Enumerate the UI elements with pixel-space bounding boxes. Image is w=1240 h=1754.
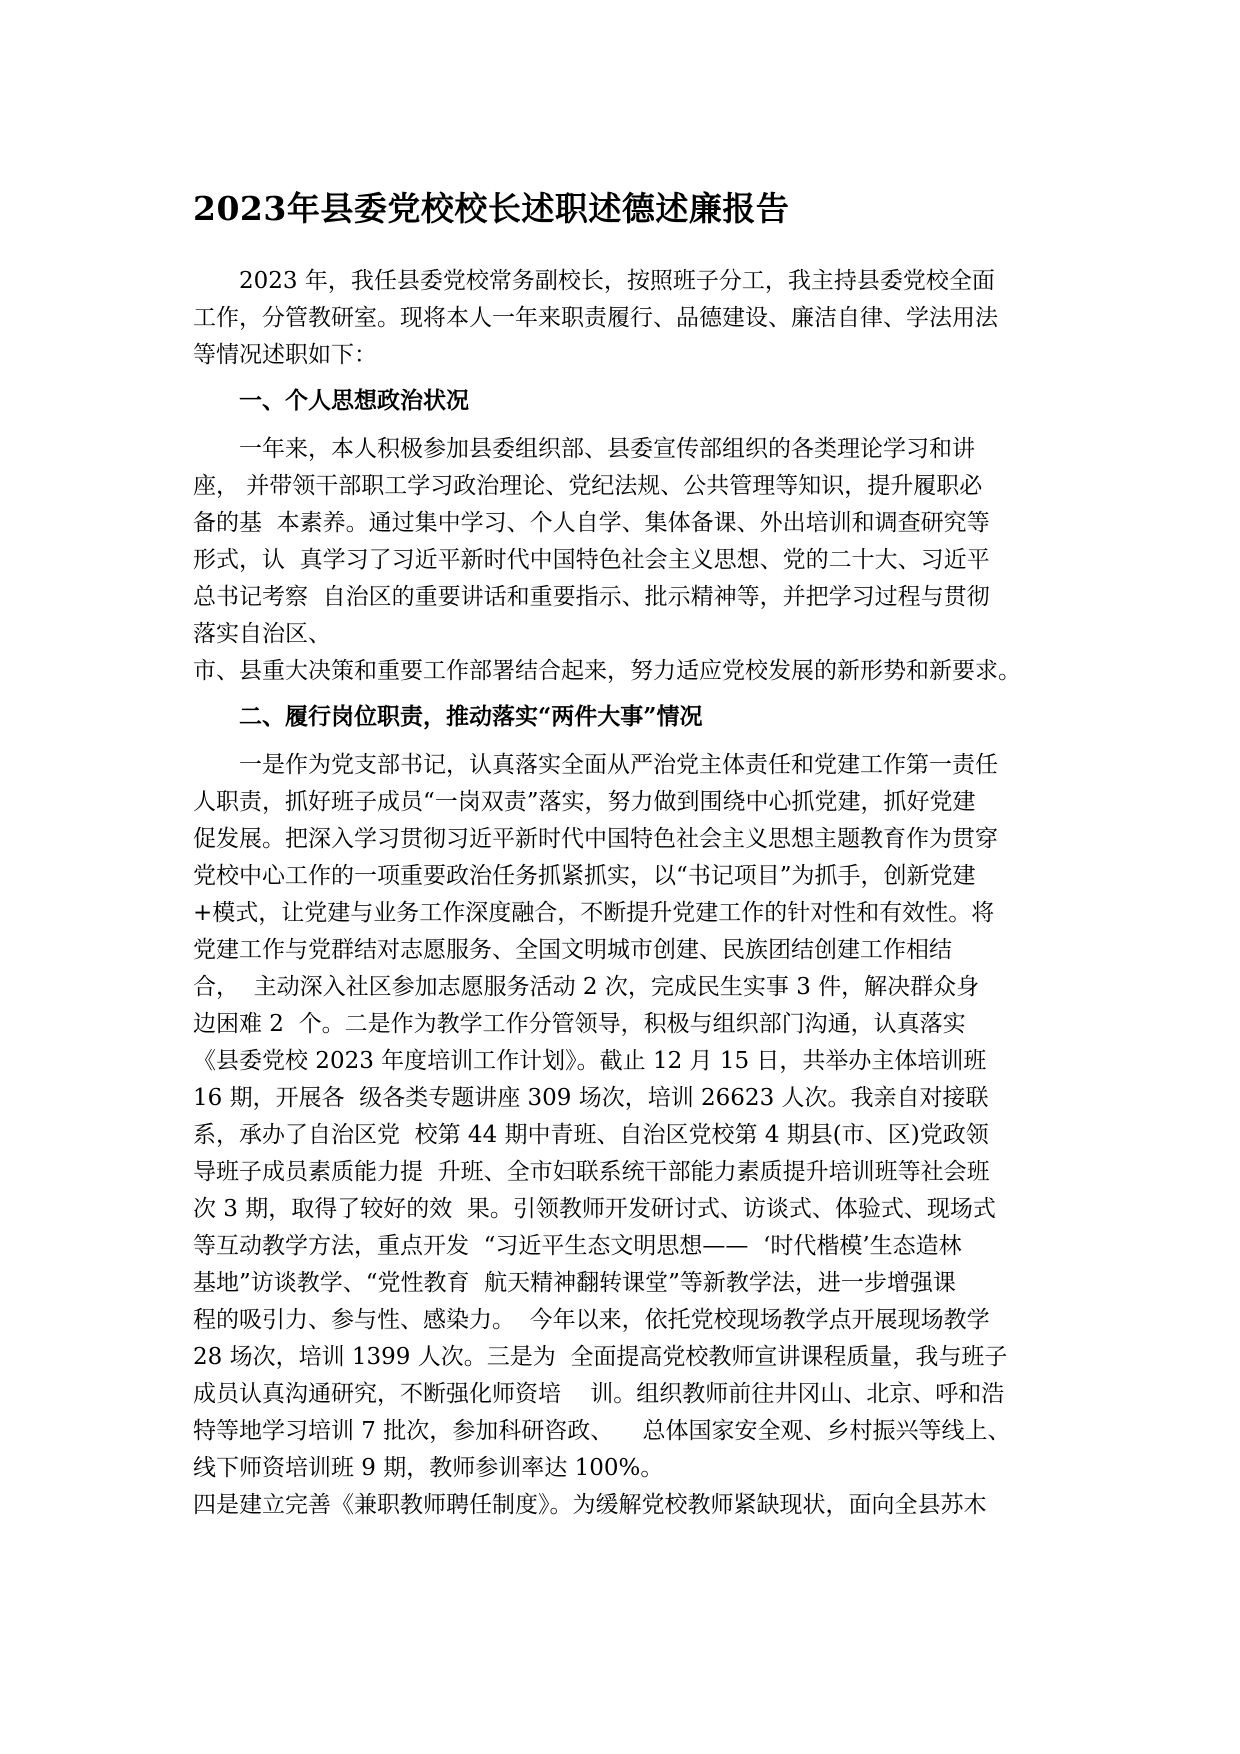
- body-line: 党校中心工作的一项重要政治任务抓紧抓实，以“书记项目”为抓手，创新党建: [193, 863, 976, 889]
- body-line: 成员认真沟通研究，不断强化师资培 训。组织教师前往井冈山、北京、呼和浩: [193, 1381, 1005, 1407]
- body-line: 座， 并带领干部职工学习政治理论、党纪法规、公共管理等知识，提升履职必: [193, 473, 983, 499]
- body-line: 16 期，开展各 级各类专题讲座 309 场次，培训 26623 人次。我亲自对接联: [193, 1085, 989, 1111]
- body-line: 一年来，本人积极参加县委组织部、县委宣传部组织的各类理论学习和讲: [239, 436, 975, 462]
- body-line: 形式，认 真学习了习近平新时代中国特色社会主义思想、党的二十大、习近平: [193, 547, 990, 573]
- body-line: 等互动教学方法，重点开发 “习近平生态文明思想—— ‘时代楷模’生态造林: [193, 1233, 962, 1259]
- intro-line: 等情况述职如下：: [193, 342, 377, 368]
- body-line: 四是建立完善《兼职教师聘任制度》。为缓解党校教师紧缺现状，面向全县苏木: [193, 1492, 987, 1518]
- body-line: 线下师资培训班 9 期，教师参训率达 100%。: [193, 1455, 664, 1481]
- body-line: 市、县重大决策和重要工作部署结合起来，努力适应党校发展的新形势和新要求。: [193, 658, 1021, 684]
- body-line: 党建工作与党群结对志愿服务、全国文明城市创建、民族团结创建工作相结: [193, 937, 952, 963]
- body-line: 总书记考察 自治区的重要讲话和重要指示、批示精神等，并把学习过程与贯彻: [193, 584, 990, 610]
- body-line: 落实自治区、: [193, 621, 331, 647]
- document-body: [193, 263, 1059, 1524]
- intro-paragraph: [193, 263, 1059, 374]
- section-heading-2: 二、履行岗位职责，推动落实“两件大事”情况: [239, 703, 703, 730]
- body-line: 促发展。把深入学习贯彻习近平新时代中国特色社会主义思想主题教育作为贯穿: [193, 826, 998, 852]
- body-line: 《县委党校 2023 年度培训工作计划》。截止 12 月 15 日，共举办主体培训班: [193, 1048, 987, 1074]
- intro-line: 工作，分管教研室。现将本人一年来职责履行、品德建设、廉洁自律、学法用法: [193, 305, 998, 331]
- section-1-paragraph: [193, 431, 1059, 690]
- body-line: 导班子成员素质能力提 升班、全市妇联系统干部能力素质提升培训班等社会班: [193, 1159, 990, 1185]
- document-title: 2023年县委党校校长述职述德述廉报告: [193, 189, 790, 228]
- body-line: 备的基 本素养。通过集中学习、个人自学、集体备课、外出培训和调查研究等: [193, 510, 990, 536]
- section-heading-1: 一、个人思想政治状况: [239, 387, 469, 414]
- body-line: 一是作为党支部书记，认真落实全面从严治党主体责任和党建工作第一责任: [239, 752, 998, 778]
- intro-line: 2023 年，我任县委党校常务副校长，按照班子分工，我主持县委党校全面: [239, 268, 995, 294]
- body-line: 28 场次，培训 1399 人次。三是为 全面提高党校教师宣讲课程质量，我与班子: [193, 1344, 1008, 1370]
- body-line: 次 3 期，取得了较好的效 果。引领教师开发研讨式、访谈式、体验式、现场式: [193, 1196, 996, 1222]
- body-line: 系，承办了自治区党 校第 44 期中青班、自治区党校第 4 期县(市、区)党政领: [193, 1122, 989, 1148]
- body-line: +模式，让党建与业务工作深度融合，不断提升党建工作的针对性和有效性。将: [193, 900, 995, 926]
- body-line: 边困难 2 个。二是作为教学工作分管领导，积极与组织部门沟通，认真落实: [193, 1011, 966, 1037]
- body-line: 合， 主动深入社区参加志愿服务活动 2 次，完成民生实事 3 件，解决群众身: [193, 974, 980, 1000]
- body-line: 人职责，抓好班子成员“一岗双责”落实，努力做到围绕中心抓党建，抓好党建: [193, 789, 976, 815]
- body-line: 程的吸引力、参与性、感染力。 今年以来，依托党校现场教学点开展现场教学: [193, 1307, 990, 1333]
- section-2-paragraph: [193, 747, 1059, 1524]
- body-line: 基地”访谈教学、“党性教育 航天精神翻转课堂”等新教学法，进一步增强课: [193, 1270, 956, 1296]
- body-line: 特等地学习培训 7 批次，参加科研咨政、 总体国家安全观、乡村振兴等线上、: [193, 1418, 1011, 1444]
